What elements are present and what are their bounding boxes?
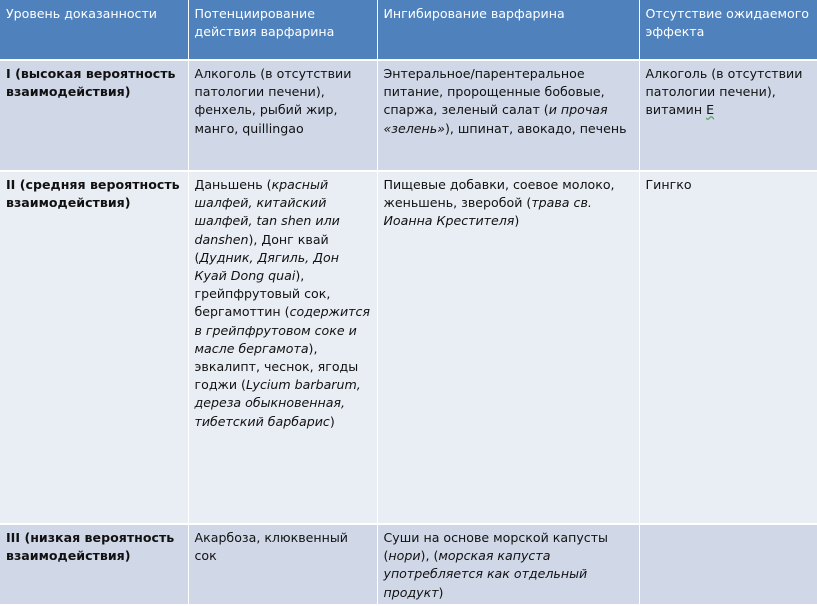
text-run: ), ( xyxy=(420,548,439,564)
text-run: Суши на основе морской капусты ( xyxy=(383,530,608,564)
evidence-level-cell: II (средняя вероятность взаимодействия) xyxy=(0,171,188,524)
spellcheck-underlined-text: Е xyxy=(706,102,715,118)
text-run: Пищевые добавки, соевое молоко, женьшень, зверобой ( xyxy=(383,177,615,211)
potentiation-cell: Акарбоза, клюквенный сок xyxy=(188,524,377,605)
italic-text-run: морская капуста употребляется как отдельный продукт xyxy=(383,548,588,600)
inhibition-cell xyxy=(377,60,639,171)
potentiation-cell: Алкоголь (в отсутствии патологии печени), фенхель, рыбий жир, манго, quillingao xyxy=(188,60,377,171)
header-no-effect: Отсутствие ожидаемого эффекта xyxy=(639,0,817,60)
italic-text-run: нори xyxy=(388,548,421,564)
evidence-level-cell: I (высокая вероятность взаимодействия) xyxy=(0,60,188,171)
text-run: Даньшень ( xyxy=(194,177,272,192)
text-run: ), шпинат, авокадо, печень xyxy=(444,120,627,136)
text-run: ) xyxy=(438,584,444,600)
table-row xyxy=(0,60,817,171)
italic-text-run: Дудник, Дягиль, Дон Куай Dong quai xyxy=(194,249,339,284)
inhibition-cell xyxy=(377,171,639,524)
text-run: ), грейпфрутовый сок, бергамоттин ( xyxy=(194,268,331,320)
no-effect-cell xyxy=(639,60,817,171)
table-row xyxy=(0,171,817,524)
text-run: Алкоголь (в отсутствии патологии печени), витамин xyxy=(645,66,803,118)
no-effect-cell: Гингко xyxy=(639,171,817,524)
italic-text-run: Lycium barbarum, дереза обыкновенная, тибетский барбарис xyxy=(194,377,361,429)
text-run: ) xyxy=(514,213,520,229)
evidence-level-cell: III (низкая вероятность взаимодействия) xyxy=(0,524,188,605)
text-run: Энтеральное/парентеральное питание, пророщенные бобовые, спаржа, зеленый салат ( xyxy=(383,66,605,118)
italic-text-run: трава св. Иоанна Крестителя xyxy=(383,195,592,229)
italic-text-run: и прочая «зелень» xyxy=(383,102,608,136)
italic-text-run: красный шалфей, китайский шалфей, tan shen или danshen xyxy=(194,177,340,247)
italic-text-run: содержится в грейпфрутовом соке и масле бергамота xyxy=(194,304,371,356)
text-run: ) xyxy=(329,413,335,429)
text-run: ), Донг квай ( xyxy=(194,231,329,265)
header-inhibition: Ингибирование варфарина xyxy=(377,0,639,60)
potentiation-cell xyxy=(188,171,377,524)
header-row xyxy=(0,0,817,60)
header-potentiation: Потенциирование действия варфарина xyxy=(188,0,377,60)
header-evidence-level: Уровень доказанности xyxy=(0,0,188,60)
text-run: ), эвкалипт, чеснок, ягоды годжи ( xyxy=(194,340,359,393)
